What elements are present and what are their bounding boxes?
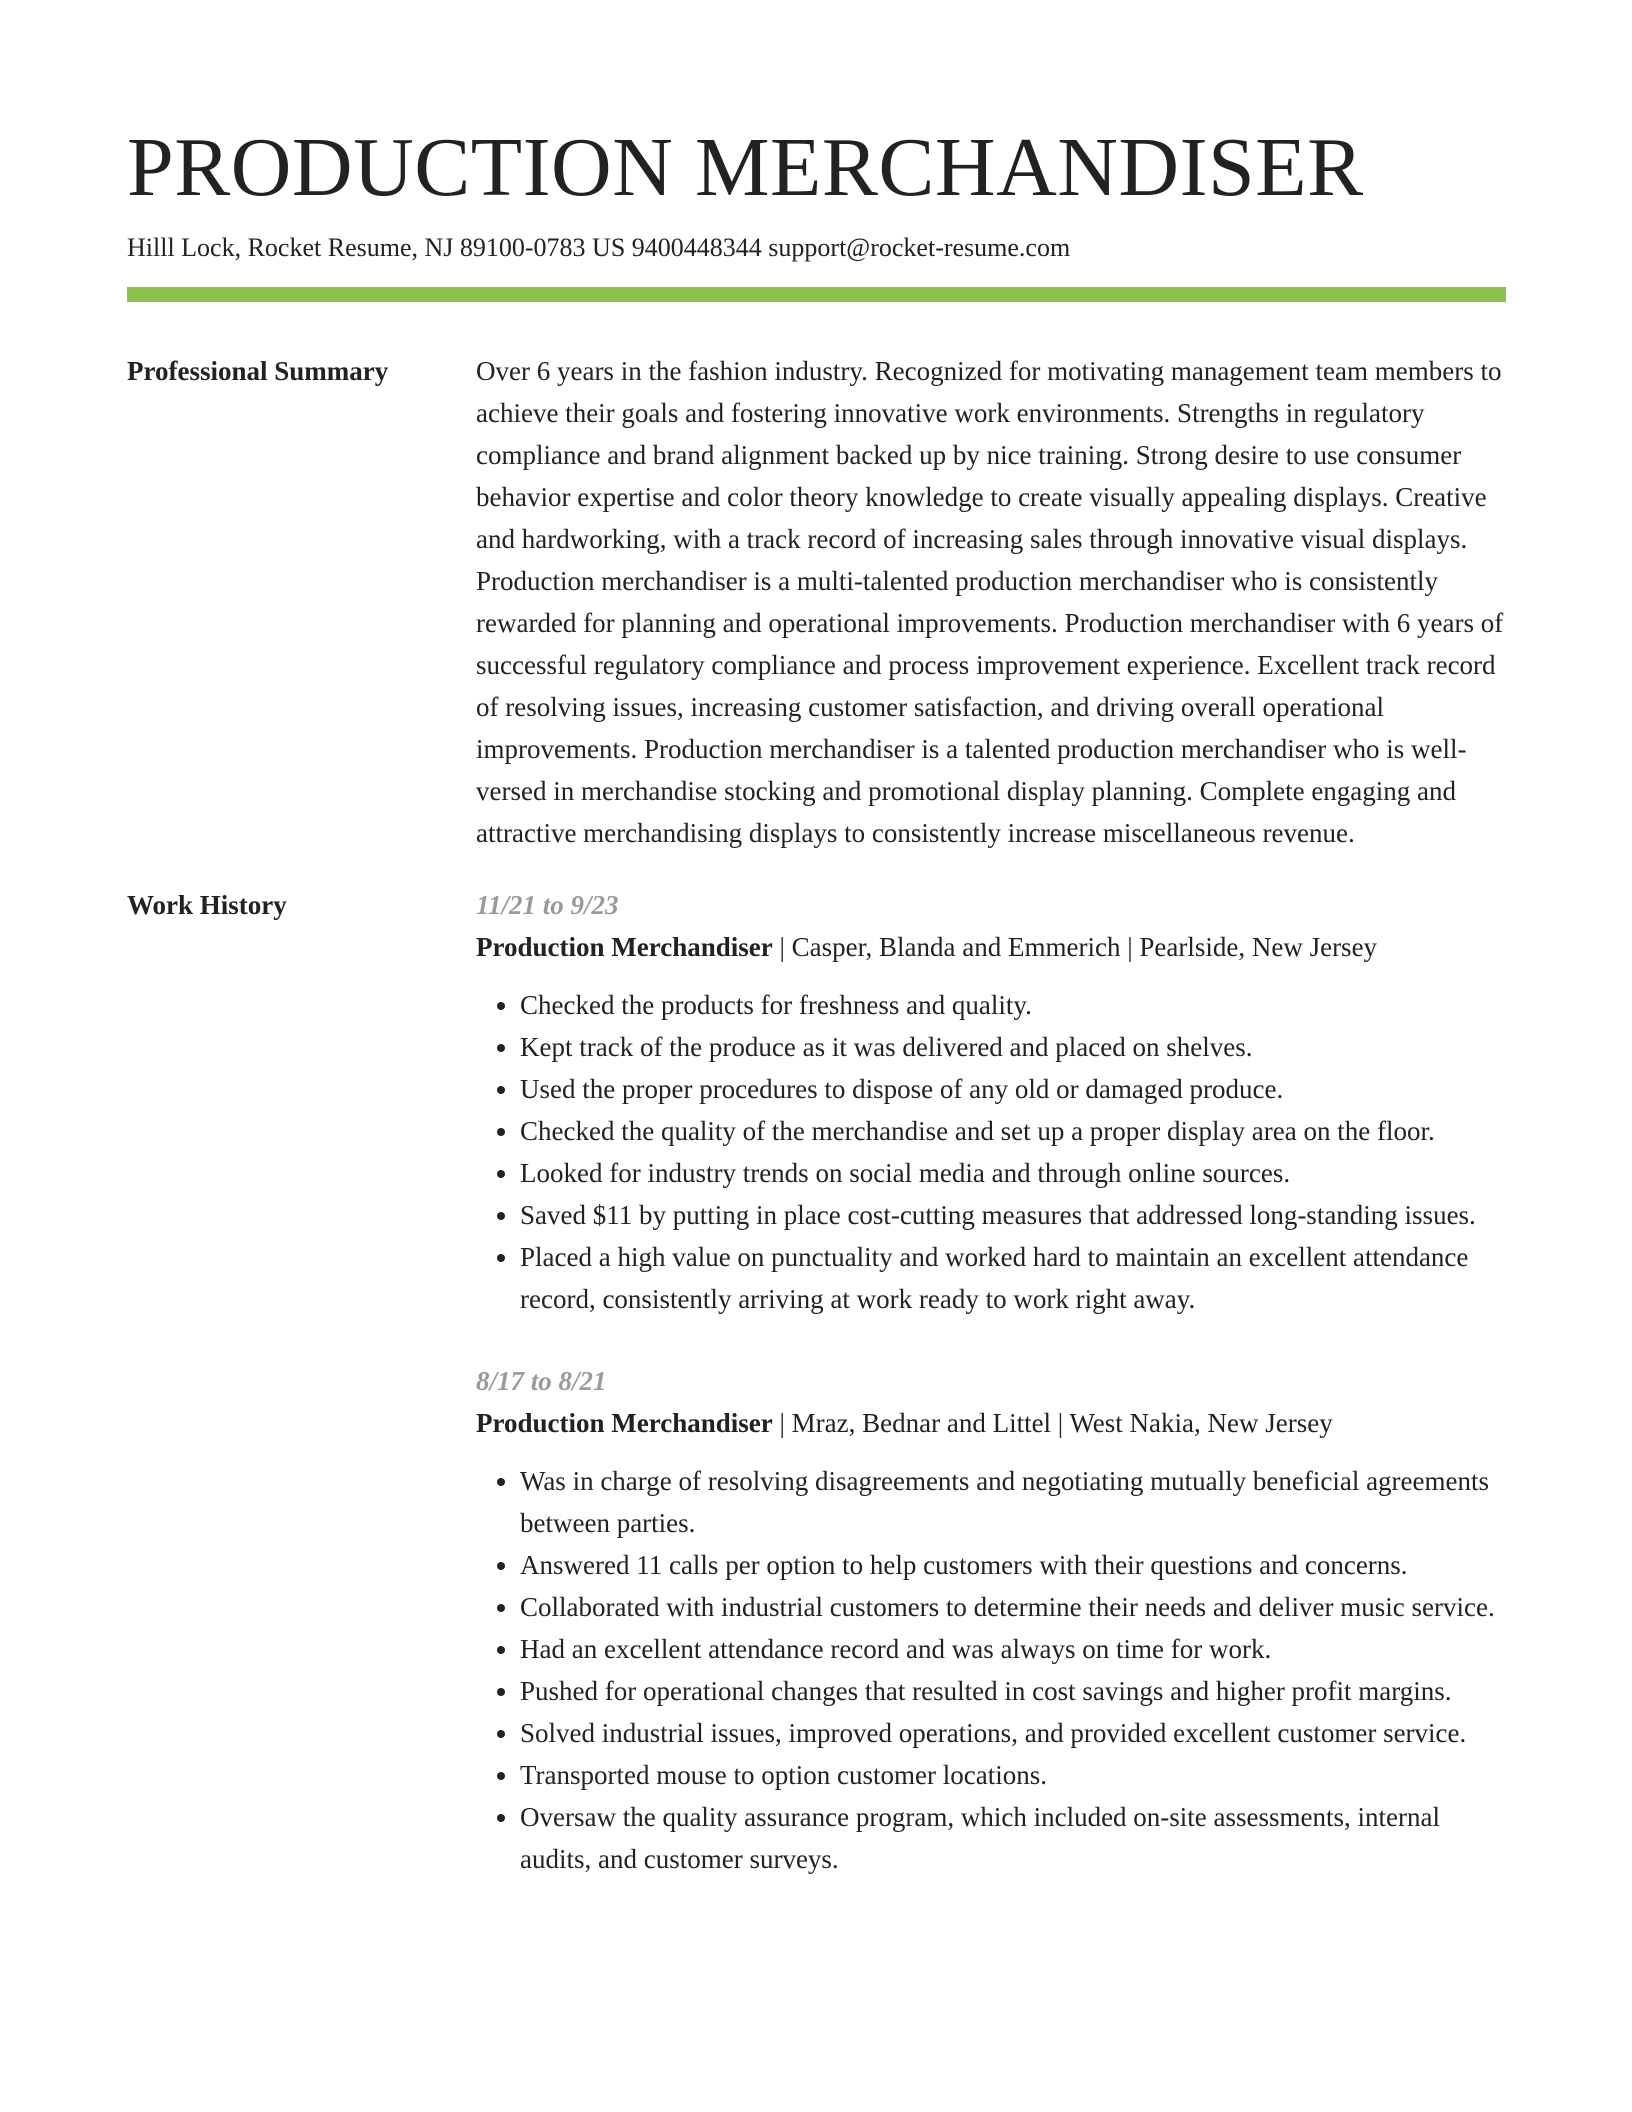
job-bullets — [476, 984, 1506, 1320]
job-bullet: • Solved industrial issues, improved operations, and provided excellent customer service. — [520, 1712, 1506, 1754]
job-bullet: • Used the proper procedures to dispose of any old or damaged produce. — [520, 1068, 1506, 1110]
header-divider — [127, 287, 1506, 302]
job-bullet: • Placed a high value on punctuality and worked hard to maintain an excellent attendance record, consistently arriving at work ready to work right away. — [520, 1236, 1506, 1320]
summary-label: Professional Summary — [127, 356, 389, 386]
job-bullet: • Kept track of the produce as it was delivered and placed on shelves. — [520, 1026, 1506, 1068]
contact-info: Hilll Lock, Rocket Resume, NJ 89100-0783 US 9400448344 support@rocket-resume.com — [127, 233, 1071, 262]
job-bullet: • Oversaw the quality assurance program, which included on-site assessments, internal audits, and customer surveys. — [520, 1796, 1506, 1880]
job-bullet: • Pushed for operational changes that resulted in cost savings and higher profit margins. — [520, 1670, 1506, 1712]
job-title: Production Merchandiser — [476, 1408, 773, 1438]
work-history-body — [476, 884, 1506, 1920]
job-title-line — [476, 926, 1506, 968]
job-bullet: • Collaborated with industrial customers to determine their needs and deliver music service. — [520, 1586, 1506, 1628]
work-history-section — [127, 884, 1506, 1920]
summary-text: Over 6 years in the fashion industry. Recognized for motivating management team members to achieve their goals and fostering innovative work environments. Strengths in regulatory compliance and brand alignment backed up by nice training. Strong desire to use consumer behavior expertise and color theory knowledge to create visually appealing displays. Creative and hardworking, with a track record of increasing sales through innovative visual displays. Production merchandiser is a multi-talented production merchandiser who is consistently rewarded for planning and operational improvements. Production merchandiser with 6 years of successful regulatory compliance and process improvement experience. Excellent track record of resolving issues, increasing customer satisfaction, and driving overall operational improvements. Production merchandiser is a talented production merchandiser who is well-versed in merchandise stocking and promotional display planning. Complete engaging and attractive merchandising displays to consistently increase miscellaneous revenue. — [476, 356, 1504, 848]
job-dates: 11/21 to 9/23 — [476, 890, 619, 920]
summary-body — [476, 350, 1506, 854]
job-title: Production Merchandiser — [476, 932, 773, 962]
job-entry — [476, 1360, 1506, 1880]
summary-section — [127, 350, 1506, 854]
job-bullet: • Saved $11 by putting in place cost-cutting measures that addressed long-standing issues. — [520, 1194, 1506, 1236]
job-bullets — [476, 1460, 1506, 1880]
job-details: | Casper, Blanda and Emmerich | Pearlside, New Jersey — [772, 932, 1378, 962]
job-bullet: • Had an excellent attendance record and was always on time for work. — [520, 1628, 1506, 1670]
work-history-label: Work History — [127, 890, 287, 920]
job-bullet: • Checked the quality of the merchandise and set up a proper display area on the floor. — [520, 1110, 1506, 1152]
job-bullet: • Was in charge of resolving disagreements and negotiating mutually beneficial agreements between parties. — [520, 1460, 1506, 1544]
job-bullet: • Transported mouse to option customer locations. — [520, 1754, 1506, 1796]
job-title-line — [476, 1402, 1506, 1444]
job-dates: 8/17 to 8/21 — [476, 1366, 607, 1396]
job-bullet: • Checked the products for freshness and quality. — [520, 984, 1506, 1026]
job-bullet: • Answered 11 calls per option to help customers with their questions and concerns. — [520, 1544, 1506, 1586]
page-title: PRODUCTION MERCHANDISER — [127, 121, 1364, 214]
job-bullet: • Looked for industry trends on social media and through online sources. — [520, 1152, 1506, 1194]
job-details: | Mraz, Bednar and Littel | West Nakia, New Jersey — [772, 1408, 1333, 1438]
job-entry — [476, 884, 1506, 1320]
